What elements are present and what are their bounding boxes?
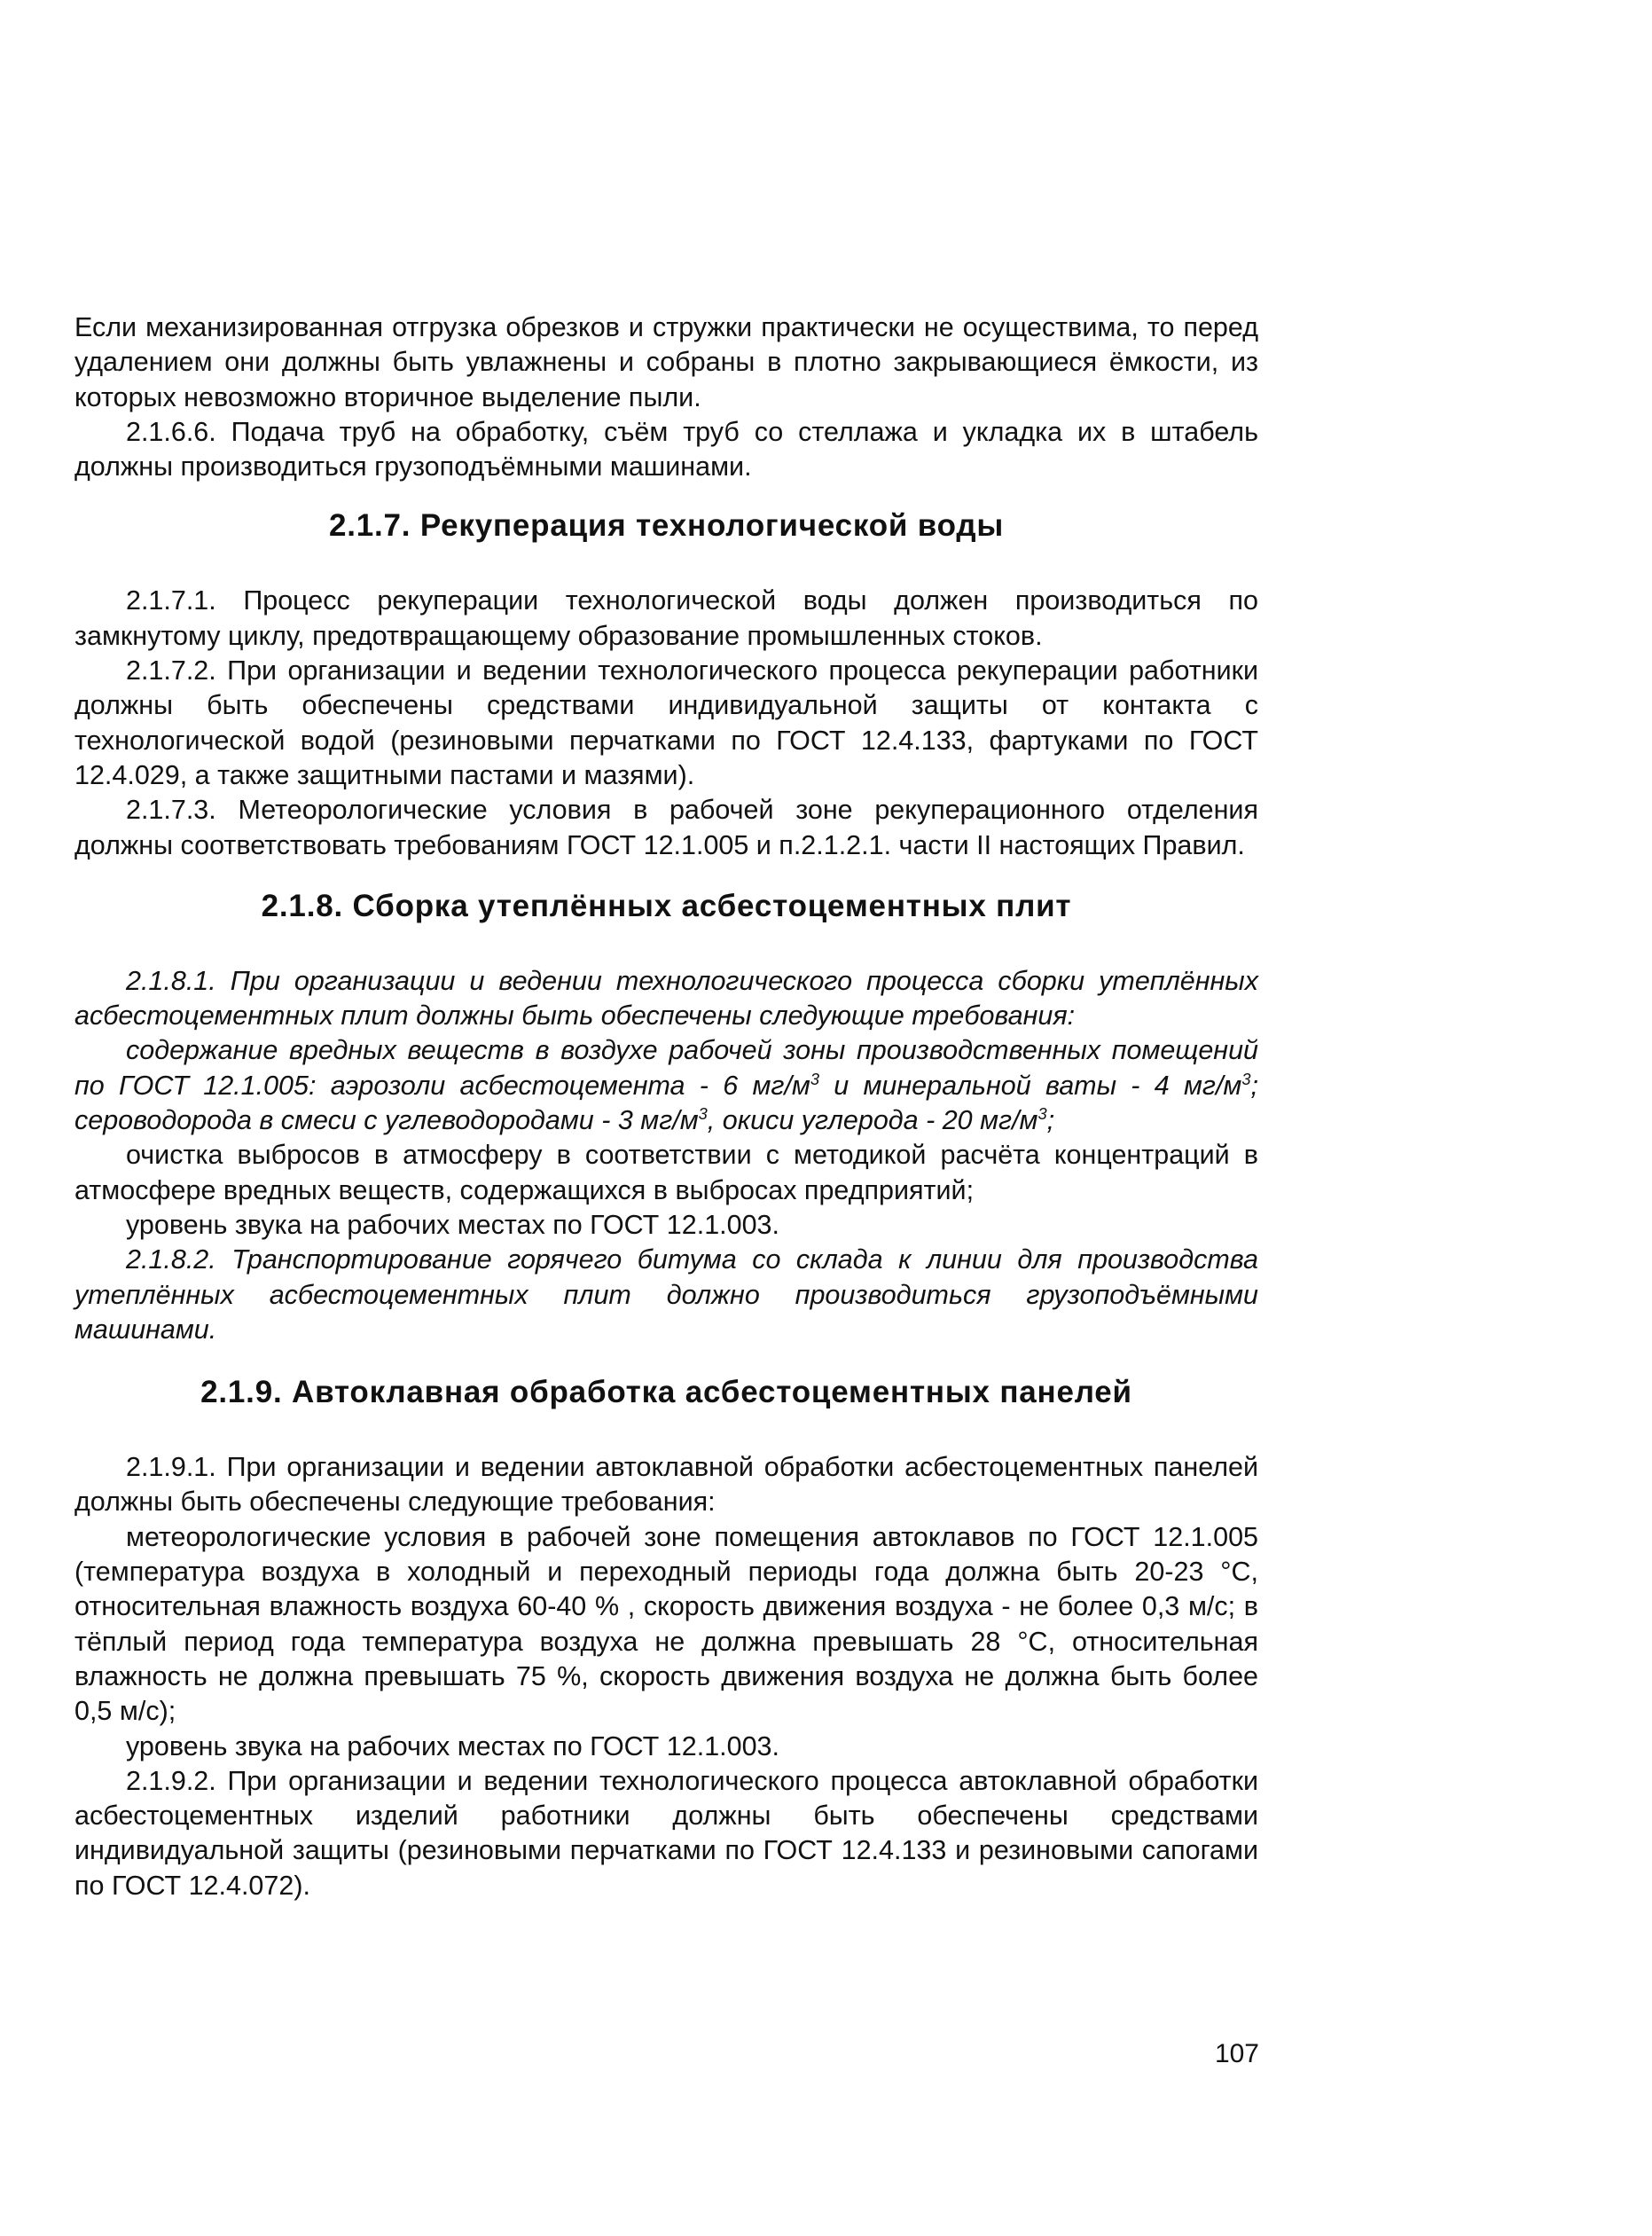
paragraph-harmful-substances xyxy=(74,1033,1258,1138)
text-run: содержание вредных веществ в воздухе рабочей зоны производственных помещений по ГОСТ 12.1.005: аэрозоли асбестоцемента - 6 мг/м xyxy=(74,1035,1258,1101)
text-run: ; xyxy=(1046,1105,1055,1136)
paragraph: 2.1.8.2. Транспортирование горячего битума со склада к линии для производства утеплённых асбестоцементных плит должно производиться грузоподъёмными машинами. xyxy=(74,1244,1258,1345)
superscript: 3 xyxy=(1037,1103,1047,1123)
paragraph: 2.1.7.2. При организации и ведении технологического процесса рекуперации работники должны быть обеспечены средствами индивидуальной защиты от контакта с технологической водой (резиновыми перчатками по ГОСТ 12.4.133, фартуками по ГОСТ 12.4.029, а также защитными пастами и мазями). xyxy=(74,655,1258,790)
paragraph: метеорологические условия в рабочей зоне помещения автоклавов по ГОСТ 12.1.005 (температура воздуха в холодный и переходный периоды года должна быть 20-23 °С, относительная влажность воздуха 60-40 % , скорость движения воздуха - не более 0,3 м/с; в тёплый период года температура воздуха не должна превышать 28 °С, относительная влажность не должна превышать 75 %, скорость движения воздуха не должна быть более 0,5 м/с); xyxy=(74,1521,1258,1727)
section-2-1-9-body xyxy=(74,1450,1258,1903)
paragraph: очистка выбросов в атмосферу в соответствии с методикой расчёта концентраций в атмосфере вредных веществ, содержащихся в выбросах предприятий; xyxy=(74,1140,1258,1205)
text-run: , окиси углерода - 20 мг/м xyxy=(707,1105,1038,1136)
text-run: и минеральной ваты - 4 мг/м xyxy=(819,1070,1242,1101)
paragraph: 2.1.6.6. Подача труб на обработку, съём труб со стеллажа и укладка их в штабель должны производиться грузоподъёмными машинами. xyxy=(74,416,1258,483)
section-2-1-8-body xyxy=(74,964,1258,1347)
section-heading-2-1-8: 2.1.8. Сборка утеплённых асбестоцементных плит xyxy=(261,888,1072,923)
section-2-1-7-body xyxy=(74,584,1258,862)
paragraph: 2.1.9.2. При организации и ведении технологического процесса автоклавной обработки асбестоцементных изделий работники должны быть обеспечены средствами индивидуальной защиты (резиновыми перчатками по ГОСТ 12.4.133 и резиновыми сапогами по ГОСТ 12.4.072). xyxy=(74,1765,1258,1901)
page-number: 107 xyxy=(1214,2039,1259,2068)
superscript: 3 xyxy=(810,1069,819,1088)
superscript: 3 xyxy=(698,1103,708,1123)
paragraph: 2.1.7.3. Метеорологические условия в рабочей зоне рекуперационного отделения должны соответствовать требованиям ГОСТ 12.1.005 и п.2.1.2.1. части II настоящих Правил. xyxy=(74,795,1258,860)
text-run: ; сероводорода в смеси с углеводородами - 3 мг/м xyxy=(74,1070,1258,1136)
paragraph: 2.1.7.1. Процесс рекуперации технологической воды должен производиться по замкнутому циклу, предотвращающему образование промышленных стоков. xyxy=(74,585,1258,651)
superscript: 3 xyxy=(1241,1069,1251,1088)
section-heading-2-1-9: 2.1.9. Автоклавная обработка асбестоцементных панелей xyxy=(200,1375,1132,1410)
intro-block xyxy=(74,310,1258,484)
paragraph: 2.1.9.1. При организации и ведении автоклавной обработки асбестоцементных панелей должны быть обеспечены следующие требования: xyxy=(74,1452,1258,1518)
paragraph: уровень звука на рабочих местах по ГОСТ 12.1.003. xyxy=(126,1730,779,1761)
paragraph: 2.1.8.1. При организации и ведении технологического процесса сборки утеплённых асбестоцементных плит должны быть обеспечены следующие требования: xyxy=(74,965,1258,1032)
paragraph: Если механизированная отгрузка обрезков и стружки практически не осуществима, то перед удалением они должны быть увлажнены и собраны в плотно закрывающиеся ёмкости, из которых невозможно вторичное выделение пыли. xyxy=(74,312,1258,412)
section-heading-2-1-7: 2.1.7. Рекуперация технологической воды xyxy=(328,508,1005,544)
page-content xyxy=(74,310,1258,1903)
paragraph: уровень звука на рабочих местах по ГОСТ 12.1.003. xyxy=(126,1209,779,1240)
